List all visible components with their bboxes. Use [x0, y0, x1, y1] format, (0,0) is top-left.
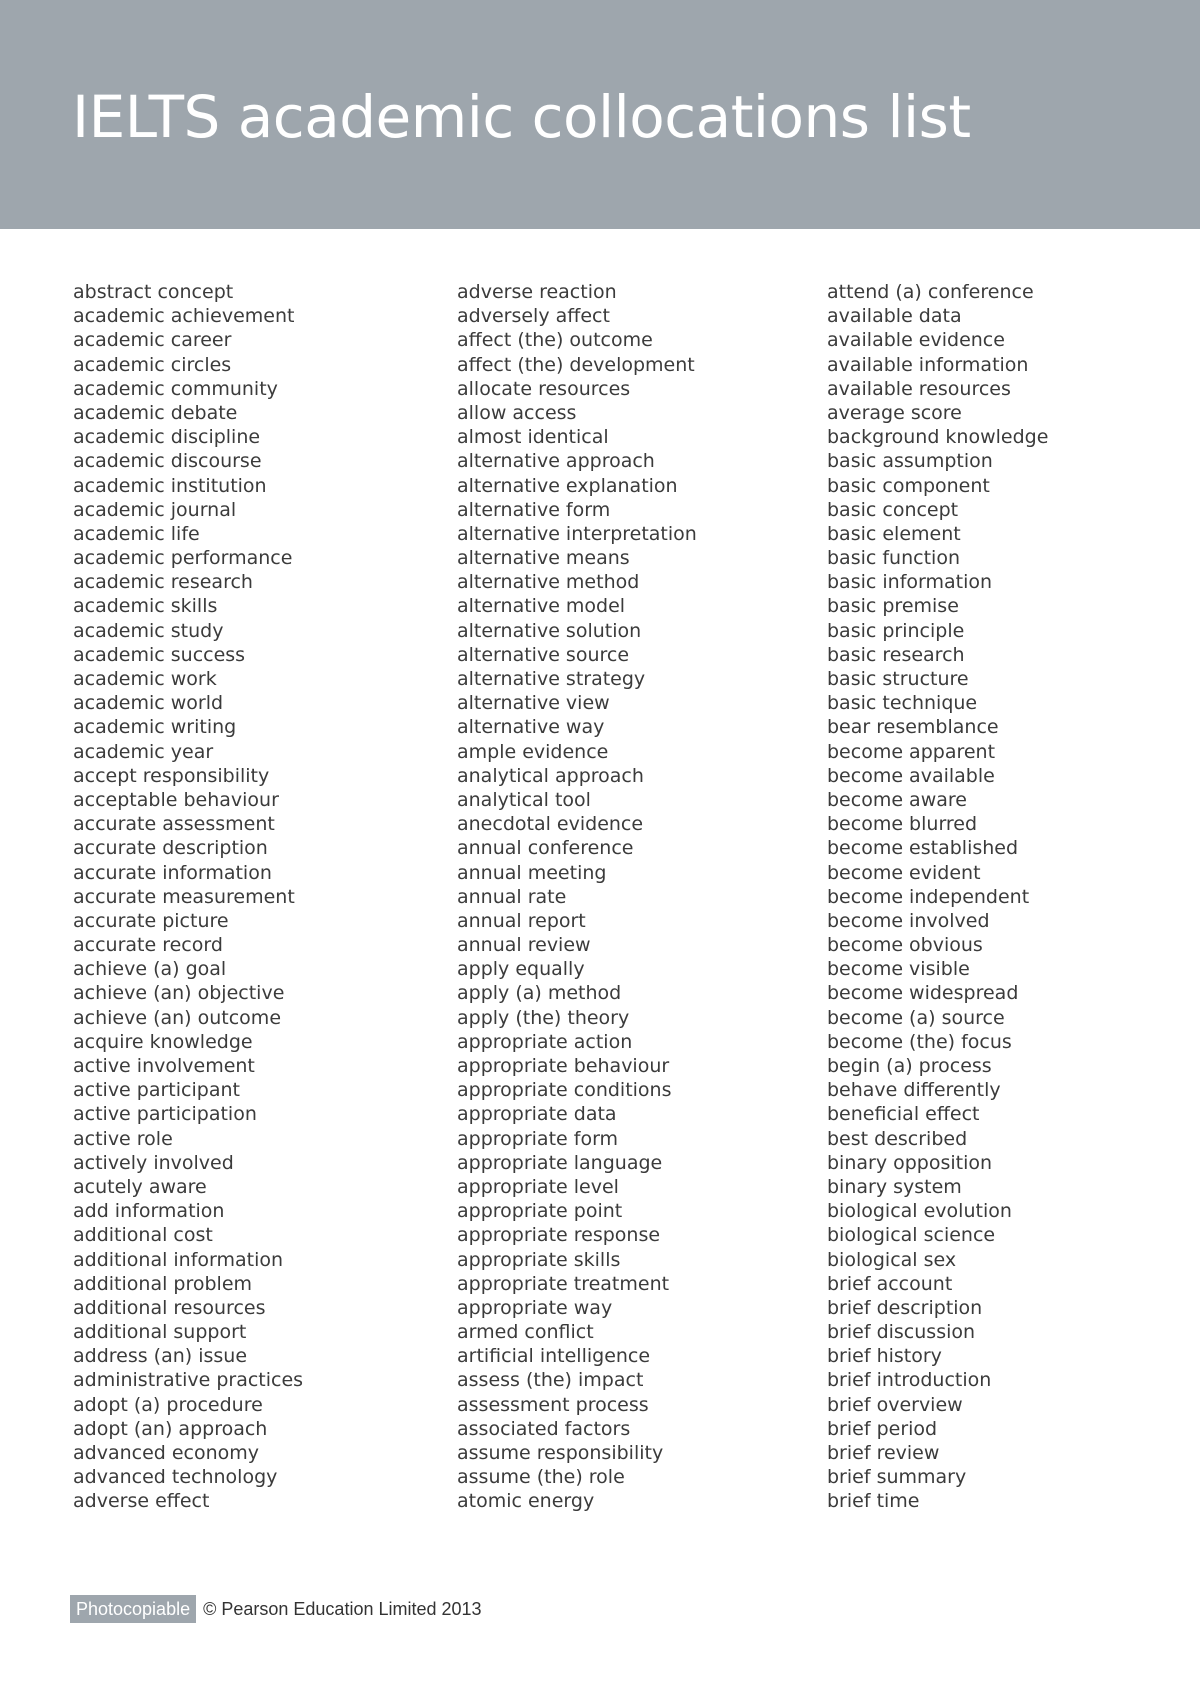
collocation-item: accurate record: [73, 934, 223, 957]
collocation-item: academic performance: [73, 547, 293, 570]
collocation-item: academic institution: [73, 474, 267, 497]
collocation-item: add information: [73, 1200, 225, 1223]
collocation-item: atomic energy: [457, 1490, 595, 1513]
collocation-item: appropriate point: [457, 1200, 623, 1223]
collocation-item: brief description: [827, 1296, 983, 1319]
collocation-item: analytical tool: [457, 788, 591, 811]
photocopiable-badge: Photocopiable: [70, 1595, 196, 1623]
collocation-item: additional resources: [73, 1296, 266, 1319]
collocation-item: alternative way: [457, 716, 605, 739]
collocation-item: almost identical: [457, 426, 609, 449]
collocation-item: accurate description: [73, 837, 268, 860]
collocation-item: acutely aware: [73, 1175, 207, 1198]
collocation-item: annual review: [457, 934, 591, 957]
collocation-item: academic work: [73, 668, 217, 690]
collocation-item: additional problem: [73, 1272, 253, 1295]
collocation-item: appropriate behaviour: [457, 1055, 670, 1077]
collocation-item: administrative practices: [73, 1369, 304, 1392]
collocation-item: abstract concept: [73, 281, 234, 303]
collocation-item: appropriate form: [457, 1127, 619, 1150]
collocation-item: annual meeting: [457, 861, 607, 884]
collocation-column-3: [827, 280, 1048, 1514]
collocation-item: biological evolution: [827, 1200, 1012, 1223]
collocation-item: address (an) issue: [73, 1345, 248, 1368]
collocation-item: appropriate action: [457, 1030, 633, 1053]
collocation-item: adverse reaction: [457, 281, 617, 303]
collocation-item: appropriate way: [457, 1296, 613, 1319]
collocation-item: academic success: [73, 643, 246, 666]
collocation-item: academic writing: [73, 716, 237, 739]
collocation-item: assess (the) impact: [457, 1369, 644, 1392]
collocation-item: become obvious: [827, 934, 983, 957]
collocation-item: alternative interpretation: [457, 522, 697, 545]
collocation-item: brief account: [827, 1272, 953, 1295]
collocation-item: adverse effect: [73, 1490, 210, 1513]
copyright-notice: © Pearson Education Limited 2013: [203, 1599, 482, 1619]
collocation-item: affect (the) outcome: [457, 329, 653, 352]
collocation-item: best described: [827, 1127, 968, 1150]
collocation-item: become involved: [827, 909, 990, 932]
collocation-item: apply (a) method: [457, 982, 622, 1005]
collocation-item: accurate information: [73, 861, 272, 884]
collocation-item: annual rate: [457, 885, 567, 908]
collocation-item: brief summary: [827, 1466, 967, 1489]
collocation-item: apply (the) theory: [457, 1006, 630, 1029]
collocation-item: allow access: [457, 401, 577, 424]
collocation-column-2: [457, 280, 697, 1514]
collocation-item: become independent: [827, 885, 1030, 908]
collocation-item: become (the) focus: [827, 1030, 1012, 1053]
collocation-item: basic function: [827, 547, 960, 570]
collocation-item: alternative strategy: [457, 668, 646, 690]
collocation-item: biological science: [827, 1224, 996, 1247]
collocation-item: basic principle: [827, 619, 965, 642]
collocation-item: actively involved: [73, 1151, 234, 1174]
collocation-item: anecdotal evidence: [457, 813, 644, 836]
collocation-item: acquire knowledge: [73, 1030, 253, 1053]
collocation-item: assume (the) role: [457, 1466, 625, 1489]
collocation-item: appropriate response: [457, 1224, 661, 1247]
collocation-item: basic information: [827, 571, 993, 594]
collocation-item: annual conference: [457, 837, 634, 860]
collocation-item: active involvement: [73, 1055, 255, 1077]
collocation-item: background knowledge: [827, 426, 1049, 449]
collocation-item: available evidence: [827, 329, 1005, 352]
collocation-item: appropriate level: [457, 1175, 619, 1198]
collocation-item: advanced technology: [73, 1466, 278, 1489]
collocation-item: behave differently: [827, 1079, 1001, 1102]
collocation-item: binary opposition: [827, 1151, 993, 1174]
collocation-item: academic skills: [73, 595, 218, 618]
footer: [70, 1595, 482, 1623]
collocation-item: basic premise: [827, 595, 959, 618]
collocation-item: acceptable behaviour: [73, 788, 279, 811]
collocation-item: alternative view: [457, 692, 610, 715]
collocation-item: advanced economy: [73, 1442, 260, 1464]
collocation-item: alternative model: [457, 595, 626, 618]
collocation-item: additional support: [73, 1321, 247, 1344]
collocation-item: armed conflict: [457, 1321, 594, 1344]
collocation-item: brief review: [827, 1442, 940, 1464]
collocation-item: assessment process: [457, 1393, 649, 1416]
collocation-item: ample evidence: [457, 740, 609, 763]
collocation-item: become evident: [827, 861, 981, 884]
collocation-item: become established: [827, 837, 1019, 860]
collocation-column-1: [73, 280, 303, 1514]
collocation-item: become visible: [827, 958, 970, 981]
collocation-item: become available: [827, 764, 995, 787]
collocation-item: biological sex: [827, 1248, 957, 1271]
collocation-item: alternative means: [457, 547, 630, 570]
collocation-item: alternative approach: [457, 450, 655, 473]
collocation-item: begin (a) process: [827, 1055, 992, 1077]
collocation-item: academic study: [73, 619, 224, 642]
collocation-item: achieve (an) objective: [73, 982, 285, 1005]
collocation-item: available resources: [827, 377, 1011, 400]
collocation-item: brief overview: [827, 1393, 963, 1416]
collocation-item: binary system: [827, 1175, 962, 1198]
collocation-item: accurate assessment: [73, 813, 275, 836]
collocation-item: become apparent: [827, 740, 996, 763]
collocation-item: academic research: [73, 571, 253, 594]
collocation-item: become widespread: [827, 982, 1019, 1005]
collocation-item: basic assumption: [827, 450, 993, 473]
collocation-item: adopt (an) approach: [73, 1417, 268, 1440]
collocation-item: analytical approach: [457, 764, 644, 787]
collocation-item: alternative method: [457, 571, 640, 594]
collocation-item: brief discussion: [827, 1321, 976, 1344]
header-banner: [0, 0, 1200, 229]
collocation-item: achieve (an) outcome: [73, 1006, 282, 1029]
collocation-item: assume responsibility: [457, 1442, 664, 1464]
collocation-item: beneficial effect: [827, 1103, 980, 1126]
collocation-item: academic year: [73, 740, 214, 763]
collocation-item: alternative solution: [457, 619, 642, 642]
collocation-item: bear resemblance: [827, 716, 999, 739]
collocation-item: academic world: [73, 692, 224, 715]
collocation-item: associated factors: [457, 1417, 631, 1440]
collocation-item: become (a) source: [827, 1006, 1005, 1029]
collocation-item: attend (a) conference: [827, 281, 1034, 303]
collocation-item: appropriate treatment: [457, 1272, 670, 1295]
collocation-item: average score: [827, 401, 962, 424]
collocation-item: additional information: [73, 1248, 284, 1271]
collocation-item: basic structure: [827, 668, 969, 690]
collocation-item: accurate measurement: [73, 885, 295, 908]
collocation-item: academic achievement: [73, 305, 295, 328]
collocation-item: alternative explanation: [457, 474, 678, 497]
collocation-item: academic debate: [73, 401, 238, 424]
collocation-item: appropriate skills: [457, 1248, 621, 1271]
collocation-item: affect (the) development: [457, 353, 695, 376]
collocation-item: additional cost: [73, 1224, 213, 1247]
collocation-item: artificial intelligence: [457, 1345, 651, 1368]
collocation-item: active role: [73, 1127, 173, 1150]
collocation-item: basic component: [827, 474, 990, 497]
collocation-item: appropriate language: [457, 1151, 663, 1174]
collocation-item: brief history: [827, 1345, 942, 1368]
collocation-item: academic community: [73, 377, 278, 400]
collocation-item: appropriate conditions: [457, 1079, 672, 1102]
collocation-item: brief introduction: [827, 1369, 992, 1392]
collocation-item: accurate picture: [73, 909, 229, 932]
collocation-item: brief time: [827, 1490, 920, 1513]
collocation-item: achieve (a) goal: [73, 958, 227, 981]
collocation-item: alternative source: [457, 643, 630, 666]
collocation-item: allocate resources: [457, 377, 631, 400]
collocation-item: active participation: [73, 1103, 257, 1126]
collocation-item: available data: [827, 305, 962, 328]
collocation-item: active participant: [73, 1079, 240, 1102]
collocation-item: academic discourse: [73, 450, 262, 473]
page-title: IELTS academic collocations list: [72, 83, 971, 151]
collocation-item: basic element: [827, 522, 961, 545]
collocation-item: academic journal: [73, 498, 237, 521]
collocation-item: basic concept: [827, 498, 959, 521]
collocation-item: become blurred: [827, 813, 978, 836]
collocation-item: basic technique: [827, 692, 978, 715]
collocation-item: adversely affect: [457, 305, 610, 328]
collocation-item: academic life: [73, 522, 200, 545]
collocation-item: academic career: [73, 329, 232, 352]
collocation-item: apply equally: [457, 958, 585, 981]
collocation-item: become aware: [827, 788, 967, 811]
collocation-item: academic circles: [73, 353, 232, 376]
collocation-item: alternative form: [457, 498, 611, 521]
collocation-item: basic research: [827, 643, 965, 666]
collocation-item: academic discipline: [73, 426, 261, 449]
collocation-item: annual report: [457, 909, 586, 932]
collocation-item: accept responsibility: [73, 764, 270, 787]
collocation-item: appropriate data: [457, 1103, 617, 1126]
collocation-item: available information: [827, 353, 1029, 376]
collocation-item: brief period: [827, 1417, 938, 1440]
collocation-item: adopt (a) procedure: [73, 1393, 263, 1416]
